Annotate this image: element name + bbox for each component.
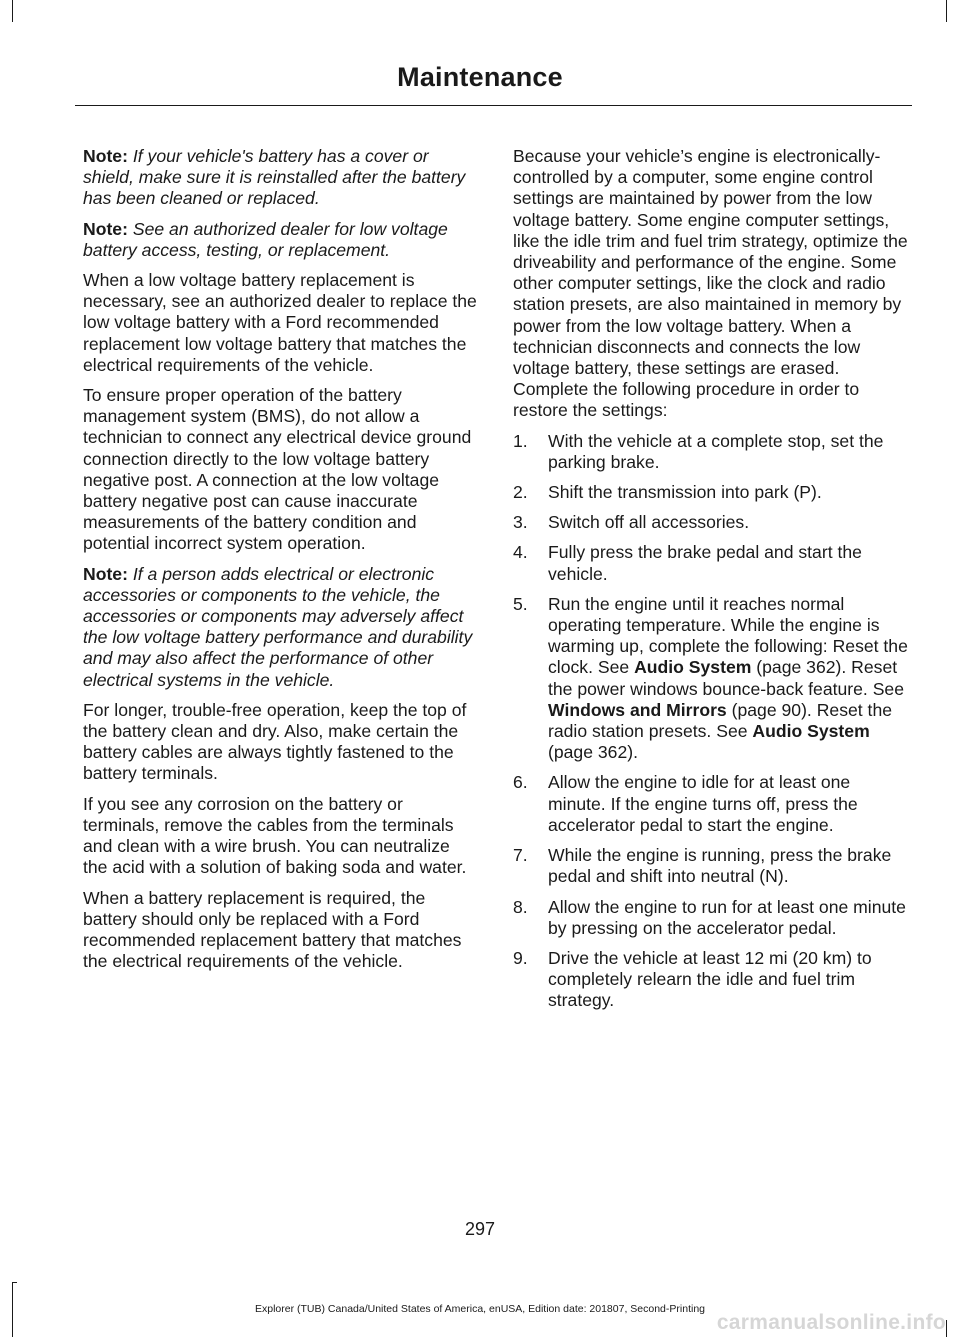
paragraph-corrosion: If you see any corrosion on the battery or terminals, remove the cables from the terminals and clean with a wire brush. You can neutralize the acid with a solution of baking soda and water. <box>83 793 467 878</box>
list-item <box>513 897 910 939</box>
step-number: 2. <box>513 482 528 503</box>
page-reference: (page 90). Reset the radio station presets. See <box>548 699 893 742</box>
crop-mark-bottom-right <box>946 1320 947 1337</box>
step-number: 9. <box>513 947 528 968</box>
step-number: 6. <box>513 772 528 793</box>
step-text: Shift the transmission into park (P). <box>548 482 822 503</box>
step-text: Allow the engine to run for at least one minute by pressing on the accelerator pedal. <box>548 896 906 938</box>
note-text: If a person adds electrical or electronic accessories or components to the vehicle, the accessories or components may adversely affect the low voltage battery performance and durability and may also affect the performance of other electrical systems in the vehicle. <box>83 563 473 690</box>
note-label: Note: <box>83 563 128 584</box>
header-divider <box>75 105 912 106</box>
step-text: With the vehicle at a complete stop, set the parking brake. <box>548 430 884 472</box>
note-label: Note: <box>83 218 128 239</box>
step-number: 8. <box>513 896 528 917</box>
step-text: Allow the engine to idle for at least one minute. If the engine turns off, press the accelerator pedal to start the engine. <box>548 772 858 835</box>
list-item <box>513 482 910 503</box>
step-number: 1. <box>513 430 528 451</box>
paragraph-intro: Because your vehicle’s engine is electronically-controlled by a computer, some engine control settings are maintained by power from the low voltage battery. Some engine computer settings, like the idle trim and fuel trim strategy, optimize the driveability and performance of the engine. Some other computer settings, like the clock and radio station presets, are also maintained in memory by power from the low voltage battery. When a technician disconnects and connects the low voltage battery, these settings are erased. Complete the following procedure in order to restore the settings: <box>513 146 908 421</box>
list-item <box>513 845 910 887</box>
step-text: While the engine is running, press the brake pedal and shift into neutral (N). <box>548 845 892 887</box>
step-text: Fully press the brake pedal and start the vehicle. <box>548 542 862 584</box>
paragraph-bms: To ensure proper operation of the battery management system (BMS), do not allow a technician to connect any electrical device ground connection directly to the low voltage battery negative post. A connection at the low voltage battery negative post can cause inaccurate measurements of the battery condition and potential incorrect system operation. <box>83 385 472 554</box>
list-item <box>513 542 910 584</box>
step-number: 4. <box>513 542 528 563</box>
step-number: 3. <box>513 512 528 533</box>
note-text: See an authorized dealer for low voltage battery access, testing, or replacement. <box>83 218 448 260</box>
step-text: Drive the vehicle at least 12 mi (20 km) to completely relearn the idle and fuel trim strategy. <box>548 947 872 1011</box>
left-column <box>83 146 478 981</box>
list-item <box>513 948 910 1012</box>
note-text: If your vehicle's battery has a cover or shield, make sure it is reinstalled after the battery has been cleaned or replaced. <box>83 146 466 209</box>
step-number: 7. <box>513 845 528 866</box>
step-text: Switch off all accessories. <box>548 512 750 533</box>
note-cover <box>83 146 478 210</box>
cross-reference-link[interactable]: Audio System <box>634 657 752 678</box>
step-text <box>548 594 908 762</box>
note-dealer <box>83 219 478 261</box>
list-item <box>513 431 910 473</box>
crop-mark-top-right <box>946 0 947 22</box>
list-item <box>513 594 910 764</box>
crop-mark-top-left <box>12 0 13 22</box>
procedure-list <box>513 431 910 1012</box>
note-label: Note: <box>83 146 128 166</box>
step-text-part: Run the engine until it reaches normal operating temperature. While the engine is warming up, complete the following: Reset the clock. See <box>548 593 908 678</box>
cross-reference-link[interactable]: Audio System <box>752 721 870 742</box>
paragraph-replace-required: When a battery replacement is required, the battery should only be replaced with a Ford recommended replacement battery that matches the electrical requirements of the vehicle. <box>83 887 462 972</box>
footer-edition-info: Explorer (TUB) Canada/United States of America, enUSA, Edition date: 201807, Second-Printing <box>255 1303 705 1315</box>
paragraph-replacement: When a low voltage battery replacement is necessary, see an authorized dealer to replace the low voltage battery with a Ford recommended replacement low voltage battery that matches the electrical requirements of the vehicle. <box>83 270 477 375</box>
right-column <box>513 146 910 1021</box>
crop-mark-bottom-left-corner <box>12 1282 17 1283</box>
page-reference: (page 362). <box>548 742 638 763</box>
paragraph-clean: For longer, trouble-free operation, keep the top of the battery clean and dry. Also, make certain the battery cables are always tightly fastened to the battery terminals. <box>83 699 467 784</box>
step-number: 5. <box>513 593 528 614</box>
list-item <box>513 512 910 533</box>
section-title: Maintenance <box>397 62 563 92</box>
note-accessories <box>83 564 478 691</box>
watermark: carmanualsonline.info <box>716 1311 946 1334</box>
page-reference: (page 362). Reset the power windows bounce-back feature. See <box>548 657 904 699</box>
list-item <box>513 772 910 836</box>
page-number: 297 <box>464 1219 496 1239</box>
cross-reference-link[interactable]: Windows and Mirrors <box>548 699 727 720</box>
